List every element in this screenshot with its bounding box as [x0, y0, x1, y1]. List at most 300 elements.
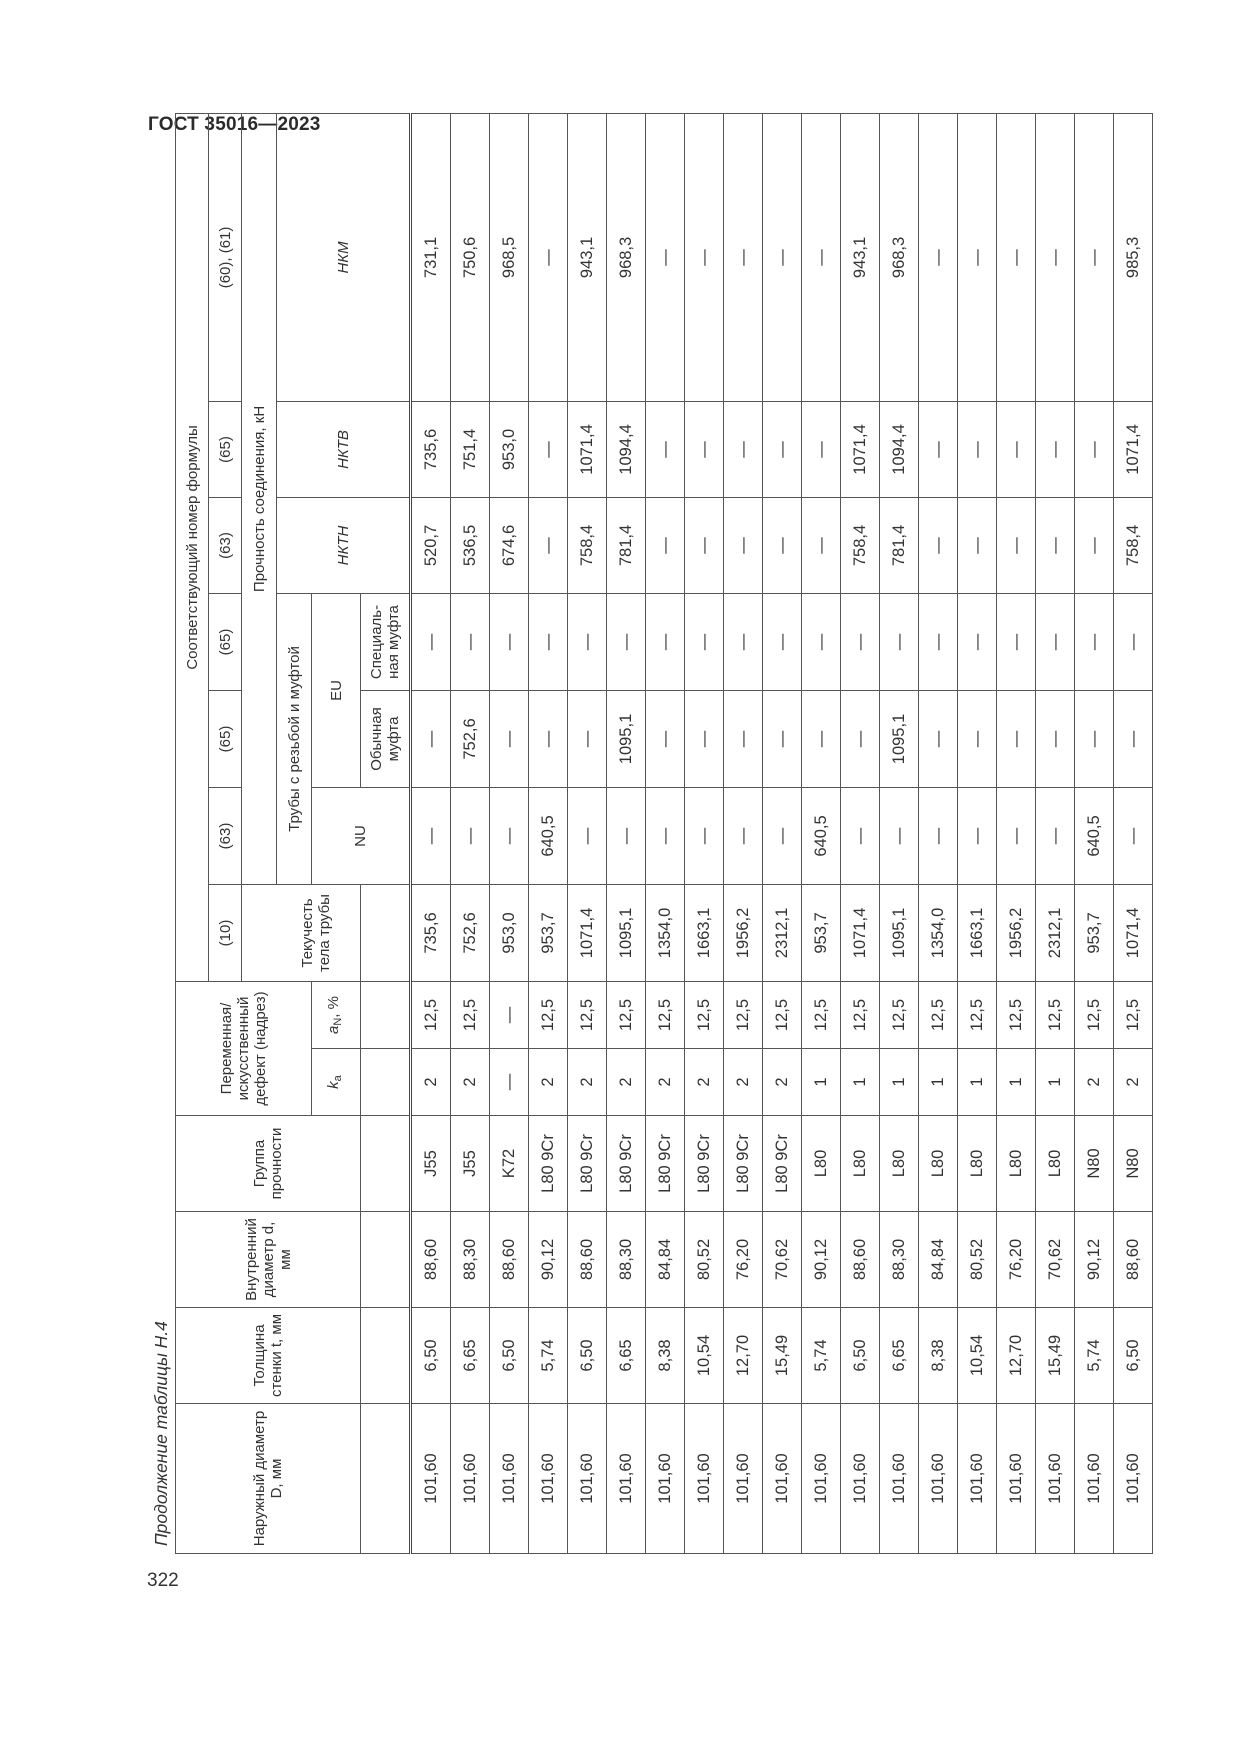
table-cell: 6,65	[880, 1308, 919, 1404]
table-cell: 101,60	[958, 1404, 997, 1554]
table-cell: 2	[607, 1049, 646, 1116]
table-cell: —	[997, 497, 1036, 593]
header-nu: NU	[312, 787, 411, 884]
table-row	[802, 113, 841, 1553]
table-row	[1075, 113, 1114, 1553]
table-cell: 10,54	[685, 1308, 724, 1404]
table-cell: —	[724, 401, 763, 497]
table-cell: 1071,4	[568, 884, 607, 981]
table-cell: 6,50	[841, 1308, 880, 1404]
table-cell: —	[1075, 497, 1114, 593]
table-cell: —	[685, 690, 724, 787]
table-cell: —	[958, 593, 997, 690]
table-cell: 6,65	[607, 1308, 646, 1404]
table-row	[646, 113, 685, 1553]
table-cell: 953,0	[490, 884, 529, 981]
table-cell: —	[919, 690, 958, 787]
table-body	[411, 113, 1153, 1553]
table-cell: —	[1114, 593, 1153, 690]
table-cell: —	[919, 787, 958, 884]
table-cell: 101,60	[529, 1404, 568, 1554]
header-blank-spacer	[361, 1404, 411, 1554]
table-cell: 2	[724, 1049, 763, 1116]
table-cell: 735,6	[411, 401, 451, 497]
table-cell: —	[685, 787, 724, 884]
table-row	[451, 113, 490, 1553]
table-cell: —	[841, 787, 880, 884]
table-cell: —	[919, 401, 958, 497]
header-nktv: НКТВ	[277, 401, 411, 497]
table-cell: 12,5	[958, 981, 997, 1048]
table-cell: 76,20	[997, 1212, 1036, 1308]
table-cell: 752,6	[451, 884, 490, 981]
table-cell: —	[958, 690, 997, 787]
table-cell: —	[724, 497, 763, 593]
table-row	[841, 113, 880, 1553]
table-cell: —	[529, 497, 568, 593]
header-body-yield: Текучесть тела трубы	[242, 884, 361, 981]
table-cell: 1354,0	[919, 884, 958, 981]
table-cell: —	[451, 593, 490, 690]
table-cell: —	[724, 593, 763, 690]
table-cell: 12,5	[451, 981, 490, 1048]
table-cell: 12,5	[919, 981, 958, 1048]
table-cell: —	[646, 497, 685, 593]
table-cell: 1095,1	[607, 690, 646, 787]
formula-ref: (65)	[209, 593, 242, 690]
table-row	[529, 113, 568, 1553]
header-ka: $k_a$	[312, 1049, 361, 1116]
table-cell: —	[529, 401, 568, 497]
table-cell: —	[997, 593, 1036, 690]
table-cell: 953,7	[529, 884, 568, 981]
table-cell: 6,65	[451, 1308, 490, 1404]
table-cell: 1071,4	[1114, 884, 1153, 981]
table-caption: Продолжение таблицы Н.4	[151, 1321, 171, 1546]
table-cell: —	[646, 787, 685, 884]
table-cell: 968,3	[607, 113, 646, 401]
table-cell: —	[646, 690, 685, 787]
table-cell: 943,1	[568, 113, 607, 401]
table-cell: —	[724, 690, 763, 787]
table-cell: 101,60	[685, 1404, 724, 1554]
table-cell: 5,74	[1075, 1308, 1114, 1404]
table-cell: 1	[958, 1049, 997, 1116]
table-cell: 2	[451, 1049, 490, 1116]
formula-ref: (10)	[209, 884, 242, 981]
table-cell: —	[1036, 593, 1075, 690]
table-cell: —	[802, 113, 841, 401]
table-cell: —	[1114, 690, 1153, 787]
table-cell: 101,60	[490, 1404, 529, 1554]
table-cell: 751,4	[451, 401, 490, 497]
table-cell: —	[763, 690, 802, 787]
table-cell: 10,54	[958, 1308, 997, 1404]
table-cell: 1	[880, 1049, 919, 1116]
table-cell: 101,60	[451, 1404, 490, 1554]
table-row	[880, 113, 919, 1553]
header-outer-diameter: Наружный диаметр D, мм	[176, 1404, 361, 1554]
header-formula-group: Соответствующий номер формулы	[176, 113, 209, 981]
table-cell: 640,5	[529, 787, 568, 884]
table-cell: —	[451, 787, 490, 884]
table-cell: 1095,1	[880, 884, 919, 981]
table-cell: 953,7	[802, 884, 841, 981]
table-cell: 101,60	[568, 1404, 607, 1554]
table-cell: —	[646, 401, 685, 497]
table-cell: 8,38	[646, 1308, 685, 1404]
table-cell: —	[919, 497, 958, 593]
table-cell: —	[919, 593, 958, 690]
table-cell: 12,5	[880, 981, 919, 1048]
table-row	[997, 113, 1036, 1553]
header-blank-spacer	[361, 1212, 411, 1308]
table-cell: —	[802, 593, 841, 690]
table-cell: —	[841, 593, 880, 690]
page-number: 322	[147, 1570, 179, 1591]
table-cell: 12,5	[529, 981, 568, 1048]
table-cell: 101,60	[802, 1404, 841, 1554]
table-cell: —	[1036, 497, 1075, 593]
table-cell: 101,60	[997, 1404, 1036, 1554]
rotated-table-frame	[175, 174, 1143, 1554]
table-cell: 70,62	[1036, 1212, 1075, 1308]
table-cell: 88,30	[880, 1212, 919, 1308]
table-row	[763, 113, 802, 1553]
table-cell: —	[607, 593, 646, 690]
table-cell: 15,49	[763, 1308, 802, 1404]
table-cell: 2	[1075, 1049, 1114, 1116]
table-cell: 758,4	[568, 497, 607, 593]
table-cell: —	[958, 787, 997, 884]
table-cell: —	[997, 401, 1036, 497]
table-row	[1036, 113, 1075, 1553]
header-threaded-coupled: Трубы с резьбой и муфтой	[277, 593, 312, 884]
header-blank-spacer	[361, 1116, 411, 1212]
table-cell: 12,5	[997, 981, 1036, 1048]
table-cell: —	[529, 690, 568, 787]
table-cell: 640,5	[1075, 787, 1114, 884]
table-cell: 101,60	[411, 1404, 451, 1554]
table-cell: —	[1075, 113, 1114, 401]
table-cell: —	[568, 787, 607, 884]
formula-ref: (65)	[209, 690, 242, 787]
table-row	[958, 113, 997, 1553]
table-cell: —	[802, 690, 841, 787]
header-blank-spacer	[361, 884, 411, 981]
table-cell: 1663,1	[958, 884, 997, 981]
table-cell: 536,5	[451, 497, 490, 593]
table-cell: L80	[1036, 1116, 1075, 1212]
header-blank-spacer	[361, 981, 411, 1048]
table-cell: N80	[1075, 1116, 1114, 1212]
table-cell: 1094,4	[880, 401, 919, 497]
table-cell: 781,4	[880, 497, 919, 593]
header-nkm: НКМ	[277, 113, 411, 401]
table-cell: 12,5	[1114, 981, 1153, 1048]
table-cell: 88,30	[607, 1212, 646, 1308]
table-cell: 6,50	[411, 1308, 451, 1404]
table-cell: 12,5	[724, 981, 763, 1048]
table-cell: 12,5	[1075, 981, 1114, 1048]
table-cell: 1	[1036, 1049, 1075, 1116]
table-cell: J55	[451, 1116, 490, 1212]
table-cell: —	[763, 401, 802, 497]
table-cell: 12,5	[841, 981, 880, 1048]
table-cell: 1354,0	[646, 884, 685, 981]
formula-ref: (63)	[209, 497, 242, 593]
table-cell: L80 9Cr	[607, 1116, 646, 1212]
table-cell: 15,49	[1036, 1308, 1075, 1404]
table-cell: 2	[646, 1049, 685, 1116]
table-cell: 1	[919, 1049, 958, 1116]
table-cell: L80 9Cr	[568, 1116, 607, 1212]
table-cell: —	[997, 690, 1036, 787]
table-cell: —	[724, 113, 763, 401]
table-cell: —	[958, 401, 997, 497]
table-cell: —	[880, 787, 919, 884]
table-cell: 101,60	[724, 1404, 763, 1554]
table-cell: 781,4	[607, 497, 646, 593]
header-defect-group: Переменная/ искусственный дефект (надрез)	[176, 981, 312, 1115]
table-cell: —	[802, 401, 841, 497]
table-cell: L80 9Cr	[763, 1116, 802, 1212]
table-cell: 80,52	[958, 1212, 997, 1308]
table-cell: 1	[841, 1049, 880, 1116]
header-joint-strength: Прочность соединения, кН	[242, 113, 277, 884]
table-cell: 6,50	[490, 1308, 529, 1404]
table-cell: 12,70	[997, 1308, 1036, 1404]
table-cell: —	[490, 1049, 529, 1116]
table-cell: 12,5	[685, 981, 724, 1048]
table-cell: —	[568, 593, 607, 690]
table-cell: —	[685, 593, 724, 690]
table-cell: 101,60	[607, 1404, 646, 1554]
table-cell: 985,3	[1114, 113, 1153, 401]
header-wall-thickness: Толщина стенки t, мм	[176, 1308, 361, 1404]
table-cell: 6,50	[1114, 1308, 1153, 1404]
table-cell: 2	[763, 1049, 802, 1116]
table-cell: 12,5	[411, 981, 451, 1048]
table-cell: 2	[1114, 1049, 1153, 1116]
table-cell: 90,12	[1075, 1212, 1114, 1308]
table-cell: 2	[529, 1049, 568, 1116]
table-cell: —	[958, 113, 997, 401]
table-cell: 2	[568, 1049, 607, 1116]
table-cell: 88,60	[411, 1212, 451, 1308]
table-cell: 953,7	[1075, 884, 1114, 981]
table-row	[919, 113, 958, 1553]
table-cell: 1095,1	[607, 884, 646, 981]
table-cell: 2312,1	[763, 884, 802, 981]
table-cell: 640,5	[802, 787, 841, 884]
table-row	[411, 113, 451, 1553]
table-cell: —	[880, 593, 919, 690]
document-standard-header: ГОСТ 35016—2023	[148, 114, 321, 135]
table-cell: —	[1036, 401, 1075, 497]
table-cell: 101,60	[763, 1404, 802, 1554]
table-cell: 1956,2	[724, 884, 763, 981]
header-nktn: НКТН	[277, 497, 411, 593]
table-cell: 12,5	[646, 981, 685, 1048]
table-cell: 752,6	[451, 690, 490, 787]
table-cell: —	[646, 593, 685, 690]
table-cell: —	[997, 787, 1036, 884]
header-eu: EU	[312, 593, 361, 787]
table-cell: —	[490, 981, 529, 1048]
table-cell: J55	[411, 1116, 451, 1212]
table-cell: L80	[841, 1116, 880, 1212]
table-cell: L80 9Cr	[646, 1116, 685, 1212]
table-cell: L80	[997, 1116, 1036, 1212]
table-cell: —	[763, 787, 802, 884]
table-cell: N80	[1114, 1116, 1153, 1212]
table-cell: 90,12	[529, 1212, 568, 1308]
table-cell: 1	[997, 1049, 1036, 1116]
table-cell: 943,1	[841, 113, 880, 401]
table-cell: 1071,4	[1114, 401, 1153, 497]
table-cell: —	[724, 787, 763, 884]
table-cell: 84,84	[919, 1212, 958, 1308]
table-cell: 88,60	[490, 1212, 529, 1308]
table-cell: L80 9Cr	[529, 1116, 568, 1212]
table-cell: —	[529, 593, 568, 690]
table-row	[1114, 113, 1153, 1553]
table-cell: 1071,4	[568, 401, 607, 497]
table-cell: —	[490, 593, 529, 690]
table-cell: 88,30	[451, 1212, 490, 1308]
table-cell: 88,60	[1114, 1212, 1153, 1308]
table-cell: 12,5	[763, 981, 802, 1048]
table-cell: 1	[802, 1049, 841, 1116]
table-cell: 731,1	[411, 113, 451, 401]
table-cell: 674,6	[490, 497, 529, 593]
table-row	[607, 113, 646, 1553]
table-cell: —	[763, 497, 802, 593]
table-cell: —	[841, 690, 880, 787]
header-inner-diameter: Внутренний диаметр d, мм	[176, 1212, 361, 1308]
table-cell: 12,5	[802, 981, 841, 1048]
table-cell: 5,74	[802, 1308, 841, 1404]
table-cell: 758,4	[1114, 497, 1153, 593]
table-cell: —	[685, 401, 724, 497]
pipe-strength-table	[175, 113, 1153, 1554]
table-cell: —	[411, 787, 451, 884]
table-cell: K72	[490, 1116, 529, 1212]
table-cell: 1071,4	[841, 884, 880, 981]
formula-ref: (65)	[209, 401, 242, 497]
table-cell: —	[568, 690, 607, 787]
table-cell: 12,70	[724, 1308, 763, 1404]
header-an: $a_N$, %	[312, 981, 361, 1048]
table-cell: 84,84	[646, 1212, 685, 1308]
table-cell: 88,60	[841, 1212, 880, 1308]
table-cell: 1095,1	[880, 690, 919, 787]
table-cell: —	[1114, 787, 1153, 884]
table-cell: —	[997, 113, 1036, 401]
table-cell: 12,5	[568, 981, 607, 1048]
table-cell: 968,3	[880, 113, 919, 401]
table-cell: —	[646, 113, 685, 401]
table-cell: —	[763, 113, 802, 401]
formula-ref: (60), (61)	[209, 113, 242, 401]
header-blank-spacer	[361, 1308, 411, 1404]
table-cell: 12,5	[1036, 981, 1075, 1048]
table-row	[724, 113, 763, 1553]
table-cell: 6,50	[568, 1308, 607, 1404]
table-cell: 735,6	[411, 884, 451, 981]
table-cell: 70,62	[763, 1212, 802, 1308]
table-cell: L80	[880, 1116, 919, 1212]
table-cell: 1956,2	[997, 884, 1036, 981]
table-cell: —	[490, 690, 529, 787]
table-cell: 101,60	[1114, 1404, 1153, 1554]
table-cell: —	[763, 593, 802, 690]
table-cell: 80,52	[685, 1212, 724, 1308]
table-cell: L80 9Cr	[724, 1116, 763, 1212]
table-cell: —	[607, 787, 646, 884]
header-blank-spacer	[361, 1049, 411, 1116]
table-cell: 520,7	[411, 497, 451, 593]
table-cell: —	[1075, 690, 1114, 787]
table-cell: 12,5	[607, 981, 646, 1048]
table-cell: 101,60	[1036, 1404, 1075, 1554]
table-cell: L80	[958, 1116, 997, 1212]
table-cell: 90,12	[802, 1212, 841, 1308]
table-cell: L80	[919, 1116, 958, 1212]
table-cell: 1094,4	[607, 401, 646, 497]
table-cell: 2	[411, 1049, 451, 1116]
table-cell: 1663,1	[685, 884, 724, 981]
table-cell: —	[1075, 593, 1114, 690]
table-cell: 750,6	[451, 113, 490, 401]
table-cell: 1071,4	[841, 401, 880, 497]
table-cell: 101,60	[841, 1404, 880, 1554]
table-cell: 88,60	[568, 1212, 607, 1308]
table-cell: —	[919, 113, 958, 401]
table-cell: —	[958, 497, 997, 593]
table-cell: 2312,1	[1036, 884, 1075, 981]
table-cell: —	[1075, 401, 1114, 497]
table-cell: —	[685, 113, 724, 401]
table-cell: 5,74	[529, 1308, 568, 1404]
table-cell: —	[1036, 787, 1075, 884]
header-strength-group: Группа прочности	[176, 1116, 361, 1212]
table-cell: —	[490, 787, 529, 884]
table-cell: 953,0	[490, 401, 529, 497]
table-row	[490, 113, 529, 1553]
table-cell: L80	[802, 1116, 841, 1212]
table-cell: 101,60	[646, 1404, 685, 1554]
table-cell: 8,38	[919, 1308, 958, 1404]
table-cell: 101,60	[1075, 1404, 1114, 1554]
table-cell: L80 9Cr	[685, 1116, 724, 1212]
formula-ref: (63)	[209, 787, 242, 884]
table-cell: 101,60	[919, 1404, 958, 1554]
table-cell: 758,4	[841, 497, 880, 593]
header-regular-coupling: Обычная муфта	[361, 690, 411, 787]
table-cell: —	[529, 113, 568, 401]
table-cell: 2	[685, 1049, 724, 1116]
table-cell: —	[411, 593, 451, 690]
table-cell: —	[802, 497, 841, 593]
table-row	[685, 113, 724, 1553]
table-cell: —	[1036, 690, 1075, 787]
table-cell: —	[685, 497, 724, 593]
table-cell: —	[411, 690, 451, 787]
table-cell: 968,5	[490, 113, 529, 401]
header-special-coupling: Специаль-ная муфта	[361, 593, 411, 690]
